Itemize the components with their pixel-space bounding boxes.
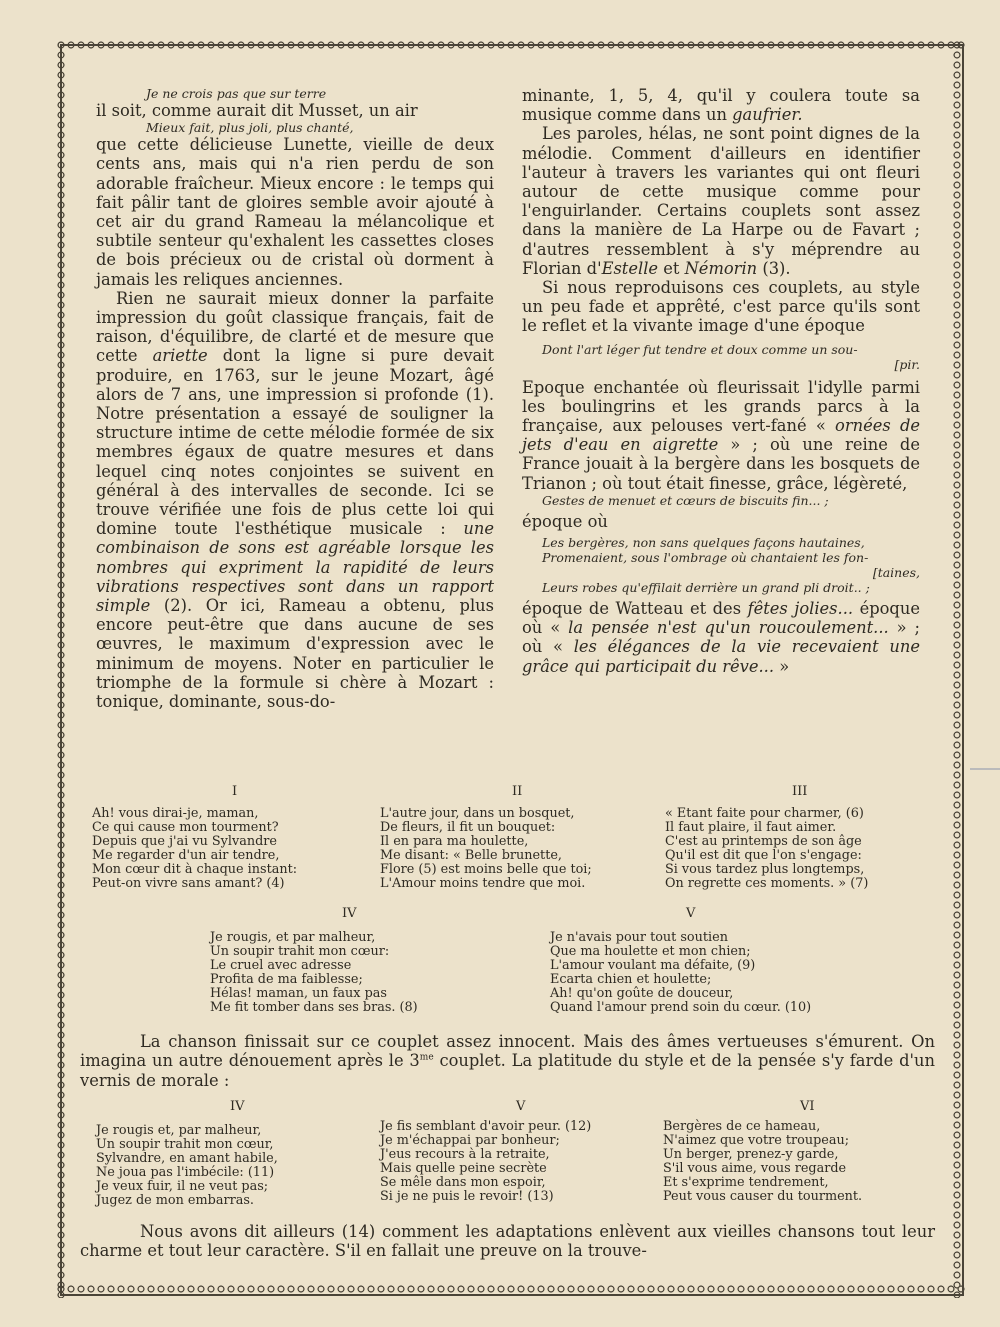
paragraph: que cette délicieuse Lunette, vieille de deux cents ans, mais qui n'a rien perdu de son adorable fraîcheur. Mieux encore : le temps qui fait pâlir tant de gloires semble avoir ajouté à cet air du grand Rameau la mélancolique et subtile senteur qu'exhalent les cassettes closes de bois précieux ou de cristal où dorment à jamais les reliques anciennes.	[96, 135, 494, 289]
couplet-text: Je rougis, et par malheur, Un soupir trahit mon cœur: Le cruel avec adresse Profita de ma faiblesse; Hélas! maman, un faux pas Me fit tomber dans ses bras. (8)	[210, 930, 418, 1015]
verse-quote: Les bergères, non sans quelques façons hautaines,	[542, 535, 865, 551]
right-column	[522, 86, 920, 676]
border-chain-bottom	[56, 1284, 966, 1294]
verse-quote: Mieux fait, plus joli, plus chanté,	[146, 120, 354, 136]
couplet-number: IV	[230, 1099, 245, 1114]
border-chain-right	[952, 40, 962, 1298]
paragraph: époque où	[522, 511, 608, 531]
verse-quote: [taines,	[872, 565, 920, 581]
verse-quote: Dont l'art léger fut tendre et doux comme un sou-	[542, 341, 858, 357]
couplet-text: Je fis semblant d'avoir peur. (12) Je m'échappai par bonheur; J'eus recours à la retraite, Mais quelle peine secrète Se mêle dans mon espoir, Si je ne puis le revoir! (13)	[380, 1119, 592, 1204]
paragraph: Les paroles, hélas, ne sont point dignes de la mélodie. Comment d'ailleurs en identifier l'auteur à travers les variantes qui ont fleuri autour de cette musique comme pour l'enguirlander. Certains couplets sont assez dans la manière de La Harpe ou de Favart ; d'autres ressemblent à s'y méprendre au Florian d'Estelle et Némorin (3).	[522, 124, 920, 278]
couplet-number: I	[232, 784, 238, 799]
left-column	[96, 86, 494, 711]
paragraph: époque de Watteau et des fêtes jolies... époque où « la pensée n'est qu'un roucoulement... » ; où « les élégances de la vie recevaient une grâce qui participait du rêve... »	[522, 599, 920, 676]
verse-quote: Gestes de menuet et cœurs de biscuits fin... ;	[542, 492, 829, 508]
couplet-text: Bergères de ce hameau, N'aimez que votre troupeau; Un berger, prenez-y garde, S'il vous aime, vous regarde Et s'exprime tendrement, Peut vous causer du tourment.	[663, 1119, 863, 1204]
couplet-number: VI	[800, 1099, 815, 1114]
verse-quote: Je ne crois pas que sur terre	[146, 86, 327, 101]
middle-paragraph: La chanson finissait sur ce couplet assez innocent. Mais des âmes vertueuses s'émurent. On imagina un autre dénouement après le $3^{me}$ couplet. La platitude du style et de la pensée s'y farde d'un vernis de morale :	[80, 1032, 935, 1090]
paragraph: minante, 1, 5, 4, qu'il y coulera toute sa musique comme dans un gaufrier.	[522, 86, 920, 125]
couplet-number: II	[512, 784, 523, 799]
couplet-text: L'autre jour, dans un bosquet, De fleurs, il fit un bouquet: Il en para ma houlette, Me disant: « Belle brunette, Flore (5) est moins belle que toi; L'Amour moins tendre que moi.	[380, 806, 592, 891]
couplet-text: Je rougis et, par malheur, Un soupir trahit mon cœur, Sylvandre, en amant habile, Ne joua pas l'imbécile: (11) Je veux fuir, il ne veut pas; Jugez de mon embarras.	[96, 1123, 278, 1208]
final-paragraph: Nous avons dit ailleurs (14) comment les adaptations enlèvent aux vieilles chansons tout leur charme et tout leur caractère. S'il en fallait une preuve on la trouve-	[80, 1222, 935, 1261]
couplet-number: III	[792, 784, 808, 799]
verse-quote: [pir.	[894, 356, 920, 372]
verse-quote: Promenaient, sous l'ombrage où chantaient les fon-	[542, 550, 869, 566]
verse-quote: Leurs robes qu'effilait derrière un grand pli droit.. ;	[542, 580, 870, 596]
paragraph: Si nous reproduisons ces couplets, au style un peu fade et apprêté, c'est parce qu'ils sont le reflet et la vivante image d'une époque	[522, 278, 920, 336]
couplet-number: V	[686, 906, 696, 921]
border-chain-left	[56, 40, 66, 1298]
paragraph: Epoque enchantée où fleurissait l'idylle parmi les boulingrins et les grands parcs à la française, aux pelouses vert-fané « ornées de jets d'eau en aigrette » ; où une reine de France jouait à la bergère dans les bosquets de Trianon ; où tout était finesse, grâce, légèreté,	[522, 377, 920, 493]
paragraph: Rien ne saurait mieux donner la parfaite impression du goût classique français, fait de raison, d'équilibre, de clarté et de mesure que cette ariette dont la ligne si pure devait produire, en 1763, sur le jeune Mozart, âgé alors de 7 ans, une impression si profonde (1). Notre présentation a essayé de souligner la structure intime de cette mélodie formée de six membres égaux de quatre mesures et dans lequel cinq notes conjointes se suivent en général à des intervalles de seconde. Ici se trouve vérifiée une fois de plus cette loi qui domine toute l'esthétique musicale : une combinaison de sons est agréable lorsque les nombres qui expriment la rapidité de leurs vibrations respectives sont dans un rapport simple (2). Or ici, Rameau a obtenu, plus encore peut-être que dans aucune de ses œuvres, le maximum d'expression avec le minimum de moyens. Noter en particulier le triomphe de la formule si chère à Mozart : tonique, dominante, sous-do-	[96, 288, 495, 712]
couplet-text: Je n'avais pour tout soutien Que ma houlette et mon chien; L'amour voulant ma défaite, (9) Ecarta chien et houlette; Ah! qu'on goûte de douceur, Quand l'amour prend soin du cœur. (10)	[550, 930, 812, 1015]
border-chain-top	[56, 40, 966, 50]
couplet-text: « Etant faite pour charmer, (6) Il faut plaire, il faut aimer. C'est au printemps de son âge Qu'il est dit que l'on s'engage: Si vous tardez plus longtemps, On regrette ces moments. » (7)	[665, 806, 869, 891]
scan-mark	[970, 768, 1000, 770]
couplet-text: Ah! vous dirai-je, maman, Ce qui cause mon tourment? Depuis que j'ai vu Sylvandre Me regarder d'un air tendre, Mon cœur dit à chaque instant: Peut-on vivre sans amant? (4)	[92, 806, 298, 891]
couplet-number: IV	[342, 906, 357, 921]
paragraph: il soit, comme aurait dit Musset, un air	[96, 101, 418, 120]
couplet-number: V	[516, 1099, 526, 1114]
